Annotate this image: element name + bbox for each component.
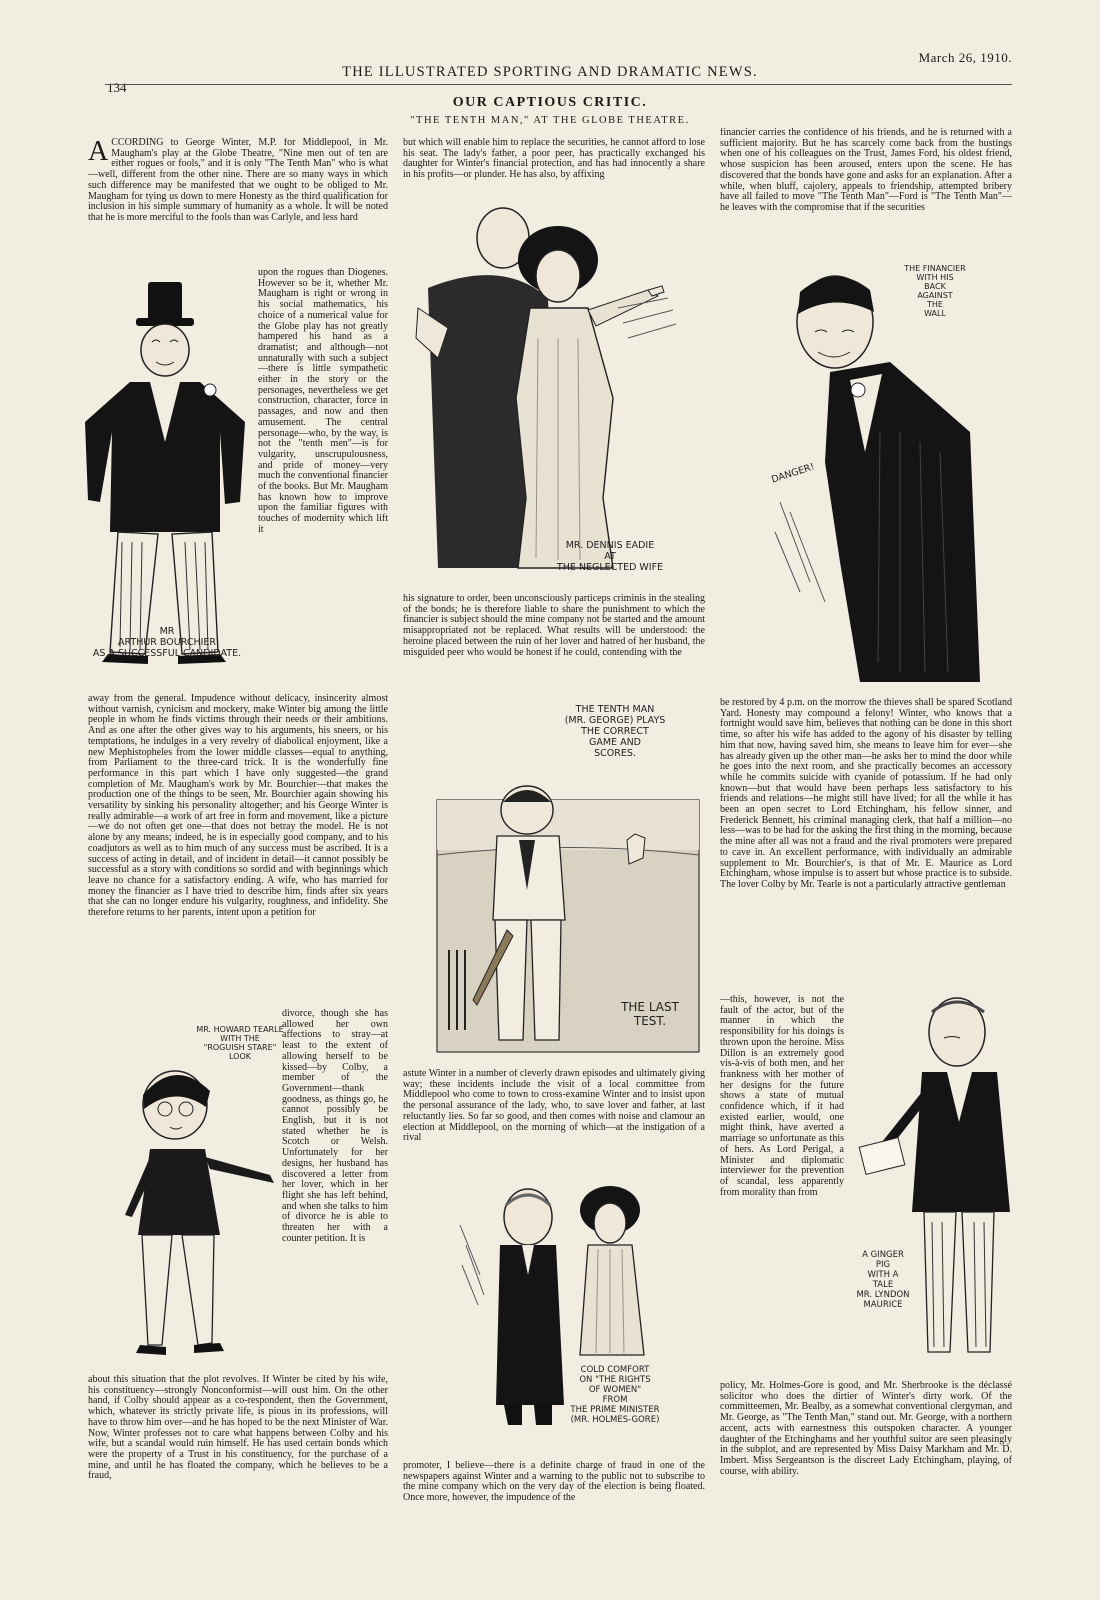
issue-date: March 26, 1910. <box>918 50 1012 65</box>
financier-caption: THE FINANCIER WITH HIS BACK AGAINST THE WALL <box>904 264 966 318</box>
col2-mid-text: his signature to order, been unconsciously particeps criminis in the stealing of the bonds; he is therefore liable to share the punishment to which the financier is subject should the mine company not be started and the amount misappropriated not be replaced. What results will be understood: the heroine placed between the ruin of her lover and hatred of her husband, the misguided peer who would be honest if he could, contending with the <box>403 594 705 658</box>
col2-lower-text: astute Winter in a number of cleverly drawn episodes and ultimately giving way; these incidents include the visit of a local committee from Middlepool who come to town to cross-examine Winter and to insist upon the personal assurance of the lady, who, to save lover and father, at last reluctantly lies. So far so good, and then comes with noise and clamour an election at Middlepool, on the morning of which—at the instigation of a rival <box>403 1069 705 1144</box>
bourchier-caption: MR ARTHUR BOURCHIER AS A SUCCESSFUL CANDIDATE. <box>92 626 242 659</box>
col1-top-text: ACCORDING to George Winter, M.P. for Middlepool, in Mr. Maugham's play at the Globe Theatre, "Nine men out of ten are either rogues or fools," and it is only "The Tenth Man" who is what—well, different from the other nine. There are so many ways in which such difference may be manifested that we ought to be obliged to Mr. Maugham for tying us down to mere Honesty as the third qualification for inclusion in his simple summary of humanity as a whole. It will be noted that he is more merciful to the fools than was Carlyle, and less hard <box>88 138 388 223</box>
header-rule <box>105 84 1012 85</box>
article-title: OUR CAPTIOUS CRITIC. <box>452 95 648 110</box>
col3-bottom-text: policy, Mr. Holmes-Gore is good, and Mr. Sherbrooke is the déclassé solicitor who does the dirtier of Winter's dirty work. Of the committeemen, Mr. Bealby, as a somewhat conventional clergyman, and Mr. George, as "The Tenth Man," stand out. Mr. George, with a northern accent, acts with earnestness this outspoken character. A younger daughter of the Etchinghams and her youthful suitor are seen pleasingly in the subplot, and are represented by Miss Daisy Markham and Mr. D. Imbert. Miss Sergeantson is the discreet Lady Etchingham, playing, of course, with ability. <box>720 1381 1012 1477</box>
col3-top-text: financier carries the confidence of his friends, and he is returned with a sufficient majority. But he has scarcely come back from the hustings when one of his colleagues on the Trust, James Ford, his oldest friend, whose suspicion has been aroused, enters upon the scene. He has discovered that the bonds have gone and asks for an explanation. After a while, when bluff, cajolery, appeals to friendship, attempted bribery have all failed to move "The Tenth Man"—Ford is "The Tenth Man"—he leaves with the compromise that if the securities <box>720 128 1012 213</box>
financier-caricature <box>770 262 1010 692</box>
publication-title: THE ILLUSTRATED SPORTING AND DRAMATIC NEWS. <box>342 64 758 80</box>
col1-mid-text: away from the general. Impudence without delicacy, insincerity almost without varnish, cynicism and mockery, make Winter big among the little people in whom he finds victims through their needs or their ambitions. And as one after the other gives way to his arguments, his sneers, or his temptations, he indulges in a very revelry of diabolical enjoyment, like a new Mephistopheles from the lower middle classes—equal to anything, from Parliament to the three-card trick. It is the wonderfully fine performance in this part which I have only suggested—the grand completion of Mr. Maugham's work by Mr. Bourchier—that makes the production one of the things to be seen, Mr. Bourchier again showing his versatility by sinking his personality altogether; and his George Winter is really admirable—a work of art free in form and movement, like a picture—we do not often get one—that does not betray the model. He is not alone by any means; indeed, he is in especially good company, and to his coadjutors as well as to him much of any success must be ascribed. It is a success of acting in detail, and of incident in detail—it cannot possibly be successful as a story with conditions so sordid and with beginnings which leave no chance for a satisfactory ending. A wife, who has married for money the financier as I have tried to describe him, finds after six years that she can no longer endure his vulgarity, roughness, and infidelity. She therefore returns to her parents, intent upon a petition for <box>88 694 388 919</box>
peer-caricature <box>862 992 1022 1387</box>
cricket-caption: THE TENTH MAN (MR. GEORGE) PLAYS THE CORRECT GAME AND SCORES. <box>564 704 666 759</box>
col1-narrow2-text: divorce, though she has allowed her own affections to stray—at least to the extent of allowing herself to be kissed—by Colby, a member of the Government—thank goodness, as things go, he cannot possibly be English, but it is not stated whether he is Scotch or Welsh. Unfortunately for her designs, her husband has discovered a letter from her lover, which in her flight she has left behind, and when she talks to him of divorce he is able to threaten her with a counter petition. It is <box>282 1009 388 1244</box>
financier-exclaim: DANGER! <box>770 461 816 486</box>
col1-bottom-text: about this situation that the plot revolves. If Winter be cited by his wife, his constituency—strongly Nonconformist—will oust him. On the other hand, if Colby should appear as a co-respondent, then the Government, which, whatever its strictly private life, is pious in its professions, will have to throw him over—and he has hoped to be the next Minister of War. Now, Winter professes not to care what happens between Colby and his wife, but a scandal would ruin himself. He has used certain bonds which were the property of a Trust in his constituency, for the purchase of a mine, and until he has floated the company, which he believes to be a fraud, <box>88 1375 388 1482</box>
couple-caricature <box>408 198 698 598</box>
article-subtitle: "THE TENTH MAN," AT THE GLOBE THEATRE. <box>410 115 690 126</box>
col1-narrow-text: upon the rogues than Diogenes. However so be it, whether Mr. Maugham is right or wrong in his social mathematics, his choice of a numerical value for the Globe play has not greatly hampered his hand as a dramatist; and although—not unnaturally with such a subject—there is little sympathetic either in the story or the personages, nevertheless we get construction, character, force in passages, and now and then amusement. The central personage—who, by the way, is not the "tenth men"—is for vulgarity, unscrupulousness, and pride of money—very much the conventional financier of the books. But Mr. Maugham has known how to improve upon the familiar figures with touches of modernity which lift it <box>258 268 388 535</box>
col3-narrow-text: —this, however, is not the fault of the actor, but of the manner in which the responsibility for his doings is thrown upon the heroine. Miss Dillon is an extremely good vis-à-vis of both men, and her frankness with her mother of her designs for the future shows a state of mutual confidence which, if it had existed earlier, would, one might think, have averted a marriage so unfortunate as this of hers. As Lord Perigal, a Minister and diplomatic interviewer for the prevention of scandal, less apparently from morality than from <box>720 995 844 1198</box>
lover-caricature <box>110 1065 290 1370</box>
minister-caption: COLD COMFORT ON "THE RIGHTS OF WOMEN" FROM THE PRIME MINISTER (MR. HOLMES-GORE) <box>570 1365 660 1425</box>
page-number: 134 <box>107 80 127 95</box>
couple-caption: MR. DENNIS EADIE AT THE NEGLECTED WIFE <box>556 540 664 573</box>
cricket-label: THE LAST TEST. <box>621 1000 679 1028</box>
lover-caption: MR. HOWARD TEARLE WITH THE "ROGUISH STARE" LOOK <box>196 1025 284 1061</box>
col2-top-text: but which will enable him to replace the securities, he cannot afford to lose his seat. The lady's father, a poor peer, has practically exchanged his daughter for Winter's financial protection, and has had innocently a share in his profits—or plunder. He has also, by affixing <box>403 138 705 181</box>
col2-bottom-text: promoter, I believe—there is a definite charge of fraud in one of the newspapers against Winter and a warning to the public not to subscribe to the mine company which on the very day of the election is being floated. Once more, however, the impudence of the <box>403 1461 705 1504</box>
peer-caption: A GINGER PIG WITH A TALE MR. LYNDON MAURICE <box>856 1250 910 1310</box>
drop-cap: A <box>88 138 109 167</box>
col3-mid-text: be restored by 4 p.m. on the morrow the thieves shall be spared Scotland Yard. Honesty may compound a felony! Winter, who knows that a fortnight would save him, believes that nothing can be done in this short time, so after his wife has added to the agony of his disaster by telling him that now, having saved him, she means to leave him for ever—she has already given up the other man—he asks her to mind the door while he goes into the next room, and she practically becomes an accessory while he commits suicide with cyanide of potassium. If he had only known—but that would have been perhaps less satisfactory to his friends and relations—he might still have lived; for all the while it has been an open secret to Lord Etchingham, his fellow sinner, and Frederick Bennett, his criminal managing clerk, that half a million—no less—was to be had for the asking the first thing in the morning, because the mine after all was not a fraud and the rival promoters were prepared to cave in. An excellent performance, with individually an admirable supplement to Mr. Bourchier's, is that of Mr. E. Maurice as Lord Etchingham, whose impulse is to assert but whose practice is to subside. The lover Colby by Mr. Tearle is not a particularly attractive gentleman <box>720 698 1012 890</box>
